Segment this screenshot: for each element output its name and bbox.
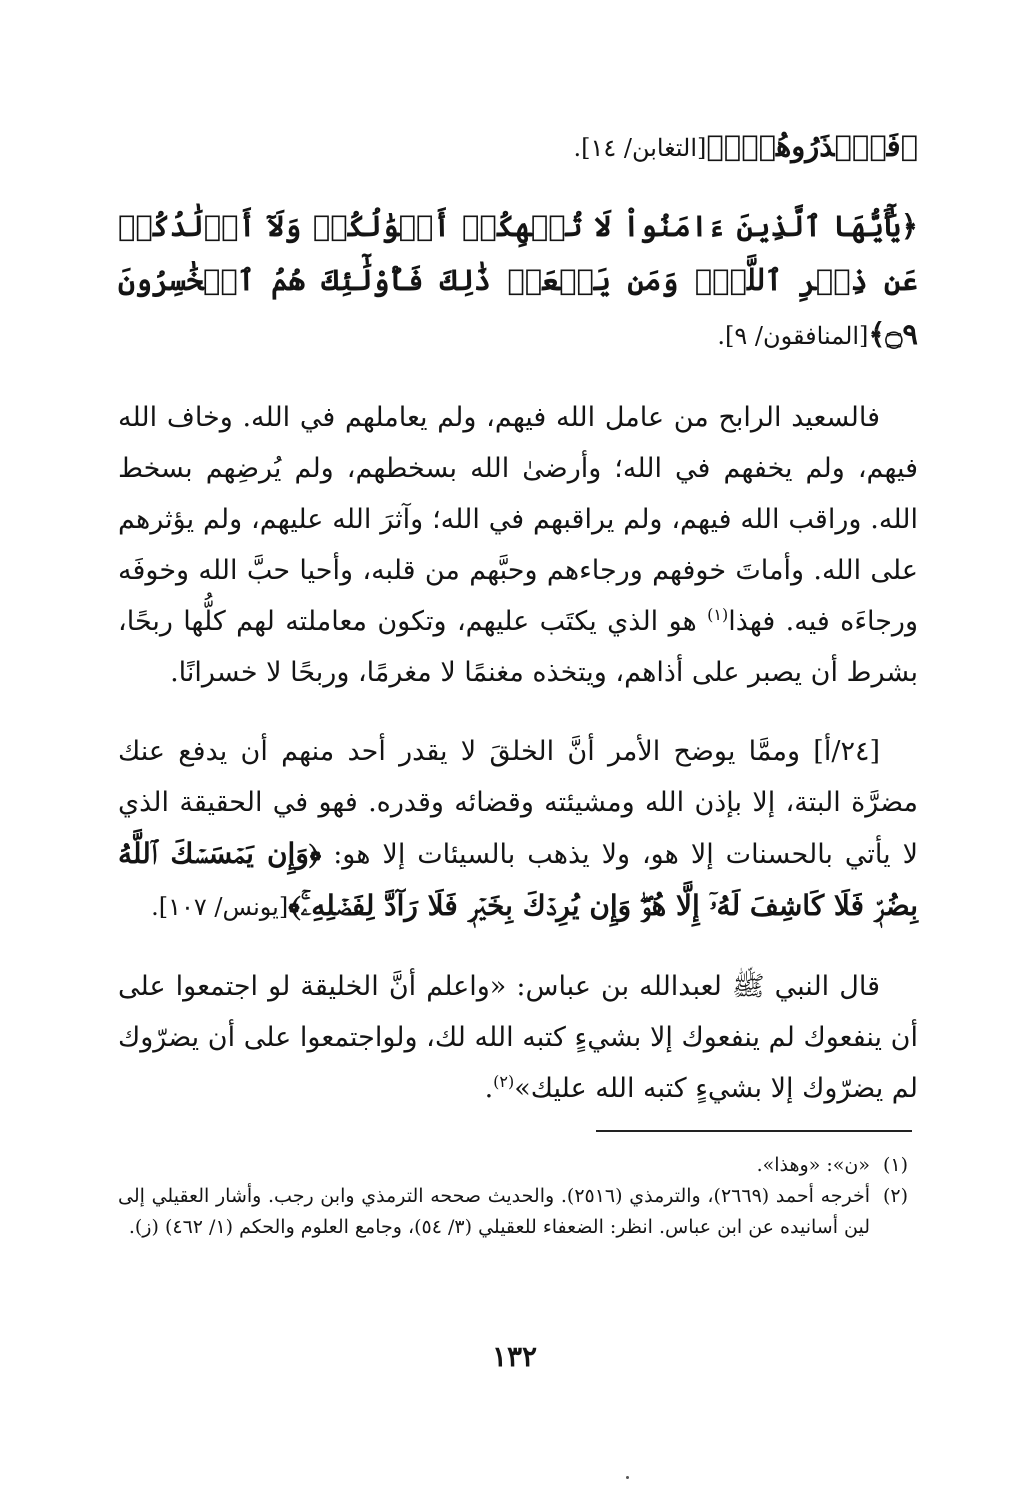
footnote-number: (٢): [882, 1185, 908, 1207]
footnote-separator: [596, 1130, 912, 1132]
paragraph-text: فالسعيد الرابح من عامل الله فيهم، ولم يعاملهم في الله. وخاف الله فيهم، ولم يخفهم في الله؛ وأرضىٰ الله بسخطهم، ولم يُرضِهم بسخط الله. وراقب الله فيهم، ولم يراقبهم في الله؛ وآثرَ الله عليهم، ولم يؤثرهم على الله. وأماتَ خوفهم ورجاءهم وحبَّهم من قلبه، وأحيا حبَّ الله وخوفَه ورجاءَه فيه. فهذا: [118, 402, 919, 637]
footnote-number: (١): [882, 1154, 908, 1176]
main-text: [118, 120, 918, 1142]
quran-verse: ﴿وَإِن يَمۡسَسۡكَ ٱللَّهُ بِضُرّٖ فَلَا كَاشِفَ لَهُۥٓ إِلَّا هُوَۖ وَإِن يُرِدۡكَ بِخَيۡرٖ فَلَا رَآدَّ لِفَضۡلِهِۦۚ﴾: [118, 837, 918, 922]
verse-reference: [التغابن/ ١٤].: [573, 134, 707, 162]
paragraph-text: .: [484, 1073, 494, 1104]
quran-verse: ﴿يَٰٓأَيُّهَا ٱلَّذِينَ ءَامَنُواْ لَا تُلۡهِكُمۡ أَمۡوَٰلُكُمۡ وَلَآ أَوۡلَٰدُكُمۡ عَن ذِكۡرِ ٱللَّهِۚ وَمَن يَفۡعَلۡ ذَٰلِكَ فَأُوْلَٰٓئِكَ هُمُ ٱلۡخَٰسِرُونَ ۝٩﴾: [118, 209, 918, 351]
verse-reference: [يونس/ ١٠٧].: [151, 893, 289, 921]
footnote: [118, 1181, 908, 1243]
paragraph-text: هو الذي يكتَب عليهم، وتكون معاملته لهم كلُّها ربحًا، بشرط أن يصبر على أذاهم، ويتخذه مغنمًا لا مغرمًا، وربحًا لا خسرانًا.: [118, 606, 918, 688]
verse-reference: [المنافقون/ ٩].: [717, 322, 869, 350]
footnote-marker: (١): [707, 605, 729, 624]
footnote-marker: (٢): [493, 1072, 515, 1091]
paragraph-3: [118, 961, 918, 1114]
footnote: [118, 1150, 908, 1181]
quran-quote-1: [118, 120, 918, 174]
paragraph-text: وممَّا يوضح الأمر أنَّ الخلقَ لا يقدر أحد منهم أن يدفع عنك مضرَّة البتة، إلا بإذن الله ومشيئته وقضائه وقدره. فهو في الحقيقة الذي لا يأتي بالحسنات إلا هو، ولا يذهب بالسيئات إلا هو:: [118, 736, 918, 870]
footnotes: [118, 1150, 908, 1243]
scan-speck: [626, 1476, 629, 1479]
page-number: ١٣٢: [491, 1340, 538, 1373]
footnote-text: أخرجه أحمد (٢٦٦٩)، والترمذي (٢٥١٦). والحديث صححه الترمذي وابن رجب. وأشار العقيلي إلى لين أسانيده عن ابن عباس. انظر: الضعفاء للعقيلي (٣/ ٥٤)، وجامع العلوم والحكم (١/ ٤٦٢) (ز).: [118, 1185, 871, 1238]
quran-verse: ﴿فَٱحۡذَرُوهُمۡۚ﴾: [706, 129, 918, 163]
footnote-text: «ن»: «وهذا».: [756, 1154, 870, 1176]
paragraph-text: قال النبي ﷺ لعبدالله بن عباس: «واعلم أنَّ الخليقة لو اجتمعوا على أن ينفعوك لم ينفعوك إلا بشيءٍ كتبه الله لك، ولواجتمعوا على أن يضرّوك لم يضرّوك إلا بشيءٍ كتبه الله عليك»: [118, 971, 918, 1104]
paragraph-2: [118, 726, 918, 933]
paragraph-1: [118, 392, 918, 698]
manuscript-page-ref: [٢٤/أ]: [813, 736, 880, 767]
quran-quote-2: [118, 200, 918, 362]
